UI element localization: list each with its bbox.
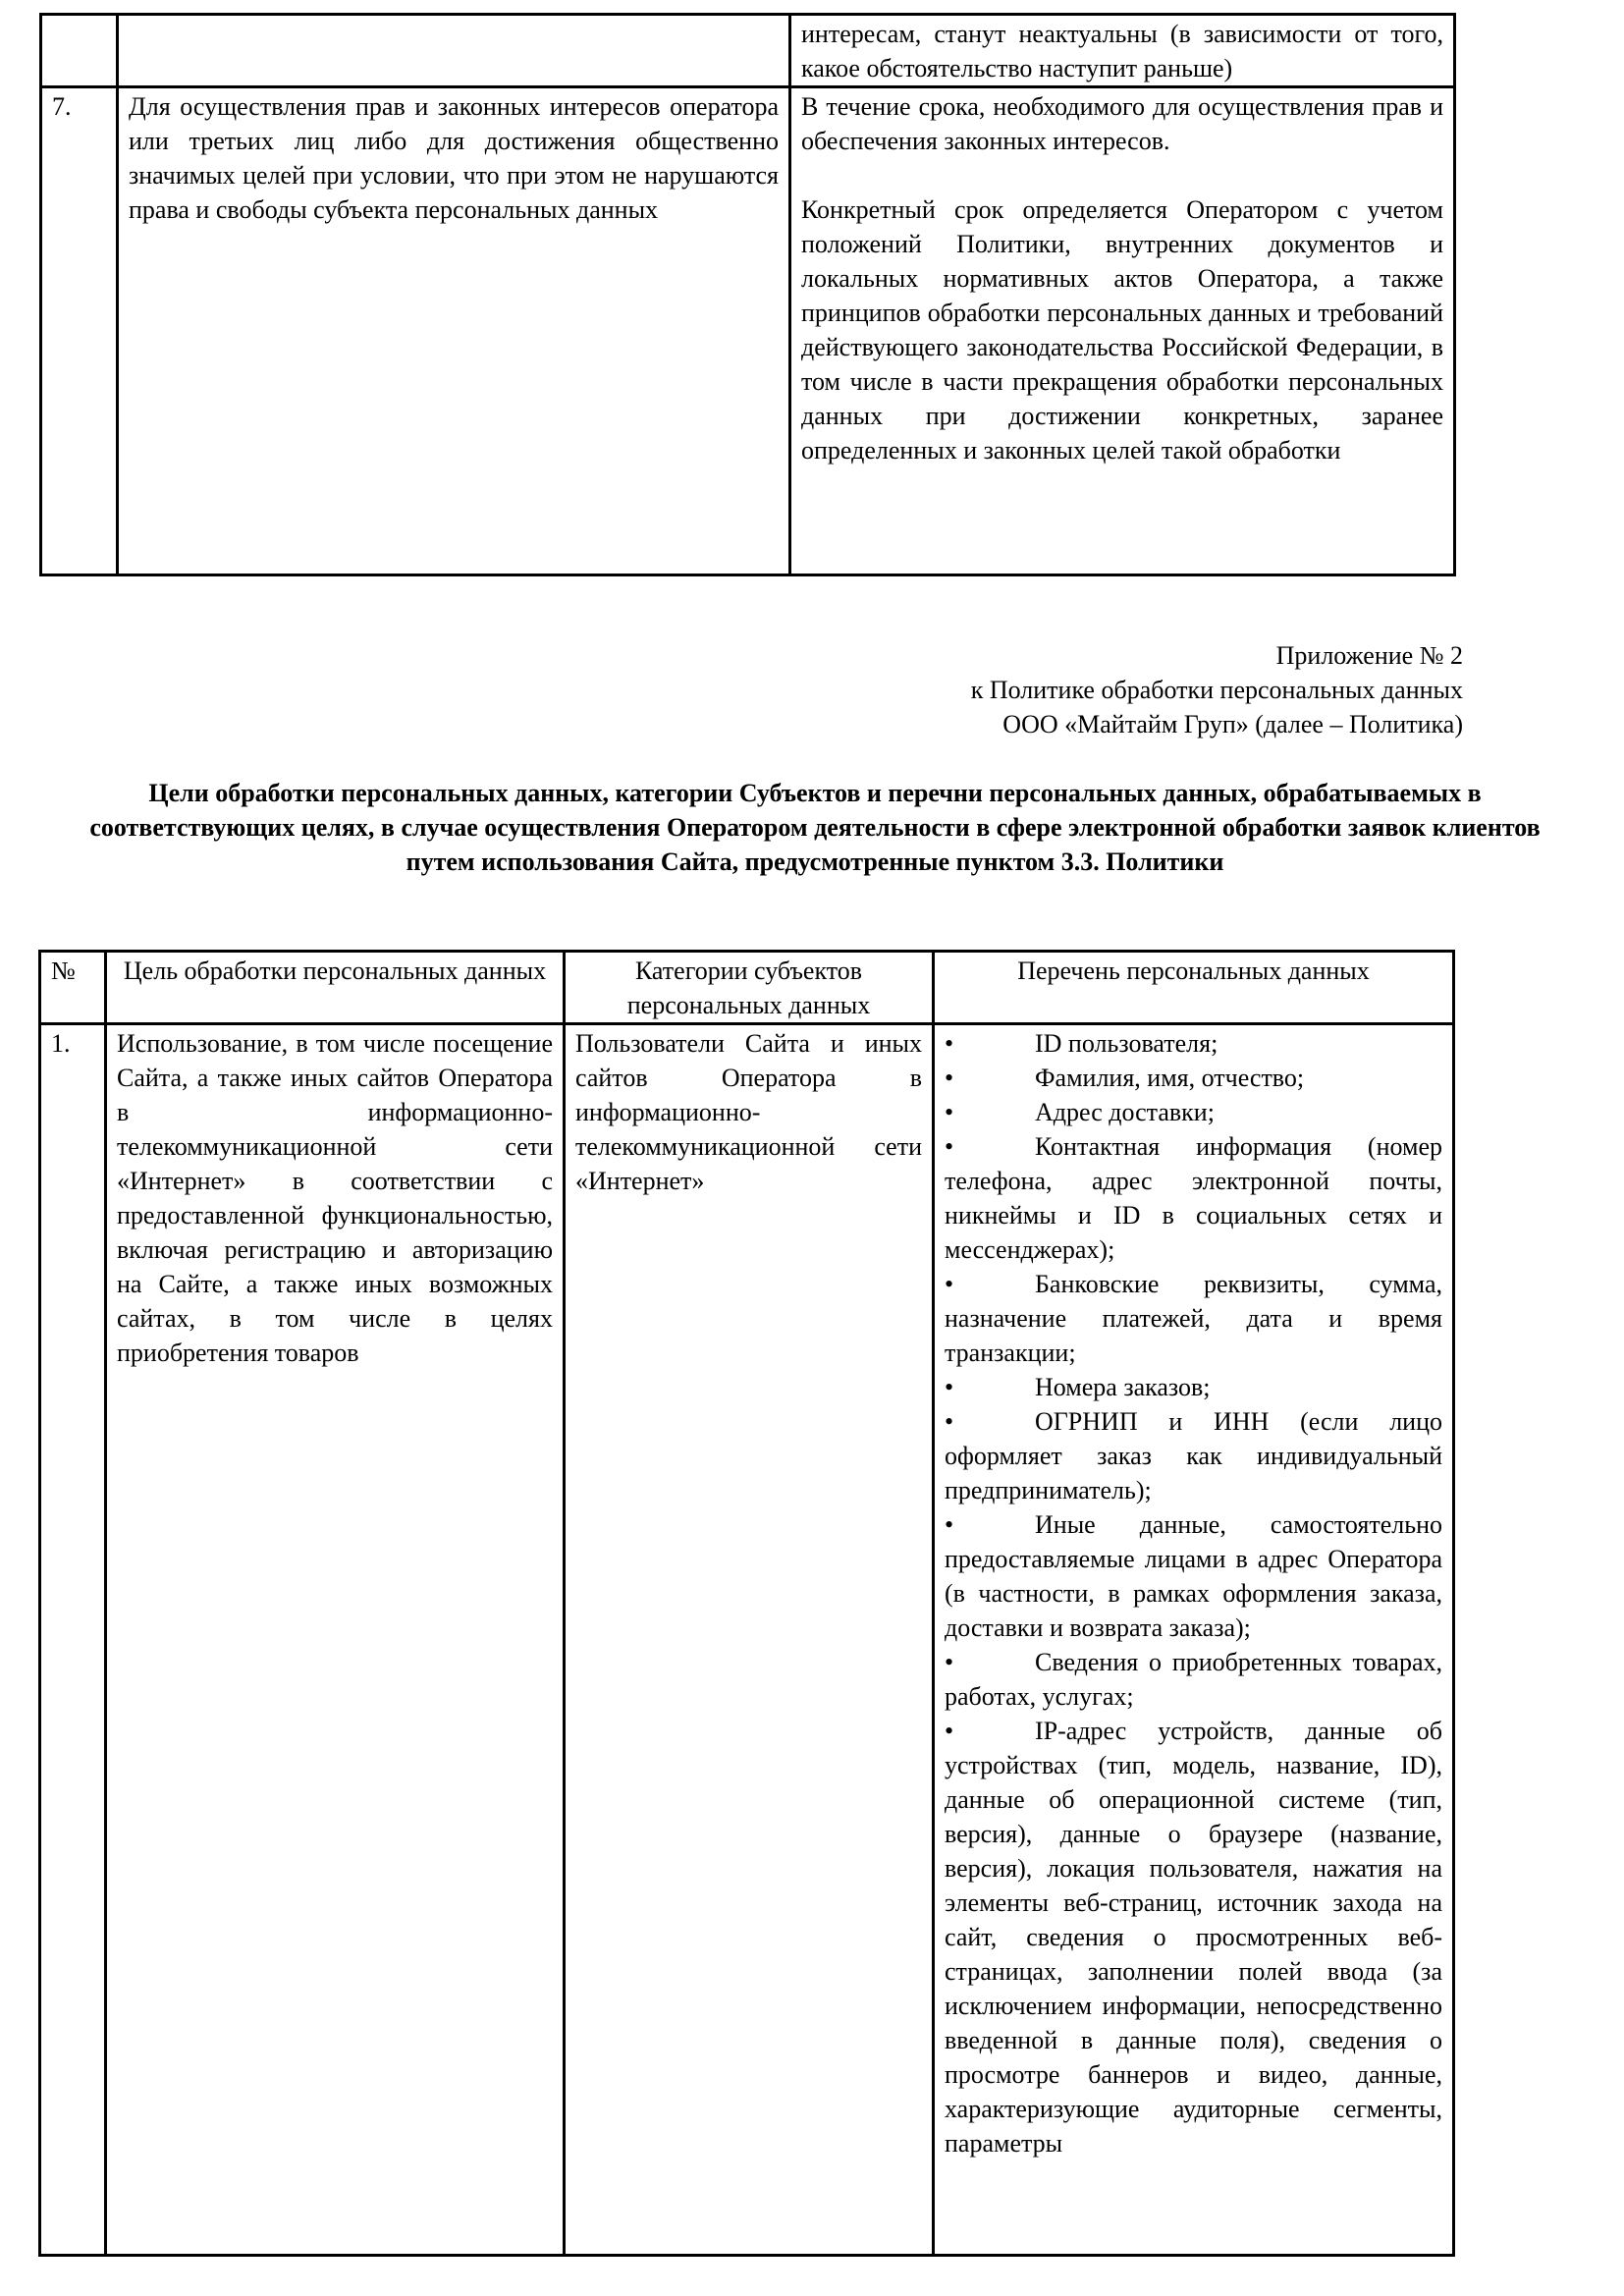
row-number	[41, 15, 118, 87]
processing-purpose: Для осуществления прав и законных интересов оператора или третьих лиц либо для достижения общественно значимых целей при условии, что при этом не нарушаются права и свободы субъекта персональных данных	[118, 87, 790, 575]
header-number: №	[40, 952, 106, 1024]
retention-term: интересам, станут неактуальны (в зависимости от того, какое обстоятельство наступит раньше)	[790, 15, 1455, 87]
list-item: • Банковские реквизиты, сумма, назначение платежей, дата и время транзакции;	[945, 1267, 1442, 1370]
bullet-icon: •	[945, 1407, 954, 1436]
retention-term-paragraph: В течение срока, необходимого для осуществления прав и обеспечения законных интересов.	[801, 92, 1443, 155]
annex-reference: к Политике обработки персональных данных	[970, 676, 1463, 704]
list-item: • ID пользователя;	[945, 1026, 1442, 1061]
annex-number: Приложение № 2	[1275, 641, 1463, 670]
list-item: • Номера заказов;	[945, 1370, 1442, 1404]
header-data-list: Перечень персональных данных	[934, 952, 1454, 1024]
table-row	[41, 87, 1455, 575]
list-item: • Адрес доставки;	[945, 1095, 1442, 1129]
row-number: 7.	[41, 87, 118, 575]
header-purpose: Цель обработки персональных данных	[106, 952, 565, 1024]
list-item: • IP-адрес устройств, данные об устройствах (тип, модель, название, ID), данные об операционной системе (тип, версия), данные о браузере (название, версия), локация пользователя, нажатия на элементы веб-страниц, источник захода на сайт, сведения о просмотренных веб-страницах, заполнении полей ввода (за исключением информации, непосредственно введенной в данные поля), сведения о просмотре баннеров и видео, данные, характеризующие аудиторные сегменты, параметры	[945, 1714, 1442, 2160]
document-title: Цели обработки персональных данных, категории Субъектов и перечни персональных данных, обрабатываемых в соответствующих целях, в случае осуществления Оператором деятельности в сфере электронной обработки заявок клиентов путем использования Сайта, предусмотренные пунктом 3.3. Политики	[89, 779, 1541, 876]
bullet-icon: •	[945, 1098, 954, 1126]
list-item: • Сведения о приобретенных товарах, работах, услугах;	[945, 1645, 1442, 1714]
header-subjects: Категории субъектов персональных данных	[565, 952, 934, 1024]
bullet-icon: •	[945, 1029, 954, 1058]
list-item: • ОГРНИП и ИНН (если лицо оформляет заказ как индивидуальный предприниматель);	[945, 1404, 1442, 1507]
processing-purpose: Использование, в том числе посещение Сайта, а также иных сайтов Оператора в информационно-телекоммуникационной сети «Интернет» в соответствии с предоставленной функциональностью, включая регистрацию и авторизацию на Сайте, а также иных возможных сайтах, в том числе в целях приобретения товаров	[106, 1024, 565, 2256]
annex-company: ООО «Майтайм Груп» (далее – Политика)	[1002, 710, 1463, 738]
bullet-icon: •	[945, 1648, 954, 1676]
table-row	[41, 15, 1455, 87]
retention-term	[790, 87, 1455, 575]
list-item: • Контактная информация (номер телефона, адрес электронной почты, никнеймы и ID в социальных сетях и мессенджерах);	[945, 1129, 1442, 1267]
table-header-row	[40, 952, 1454, 1024]
bullet-icon: •	[945, 1270, 954, 1298]
retention-table	[39, 13, 1456, 576]
table-row	[40, 1024, 1454, 2256]
personal-data-list	[934, 1024, 1454, 2256]
bullet-icon: •	[945, 1132, 954, 1161]
bullet-icon: •	[945, 1510, 954, 1539]
bullet-icon: •	[945, 1717, 954, 1745]
list-item: • Иные данные, самостоятельно предоставляемые лицами в адрес Оператора (в частности, в рамках оформления заказа, доставки и возврата заказа);	[945, 1507, 1442, 1645]
subject-categories: Пользователи Сайта и иных сайтов Оператора в информационно-телекоммуникационной сети «Интернет»	[565, 1024, 934, 2256]
row-number: 1.	[40, 1024, 106, 2256]
bullet-icon: •	[945, 1064, 954, 1092]
annex-header	[971, 638, 1463, 741]
bullet-icon: •	[945, 1373, 954, 1401]
processing-purpose	[118, 15, 790, 87]
purposes-table	[38, 950, 1455, 2257]
data-items-list	[945, 1026, 1442, 2160]
retention-term-paragraph: Конкретный срок определяется Оператором с учетом положений Политики, внутренних документов и локальных нормативных актов Оператора, а также принципов обработки персональных данных и требований действующего законодательства Российской Федерации, в том числе в части прекращения обработки персональных данных при достижении конкретных, заранее определенных и законных целей такой обработки	[801, 195, 1443, 465]
list-item: • Фамилия, имя, отчество;	[945, 1061, 1442, 1095]
